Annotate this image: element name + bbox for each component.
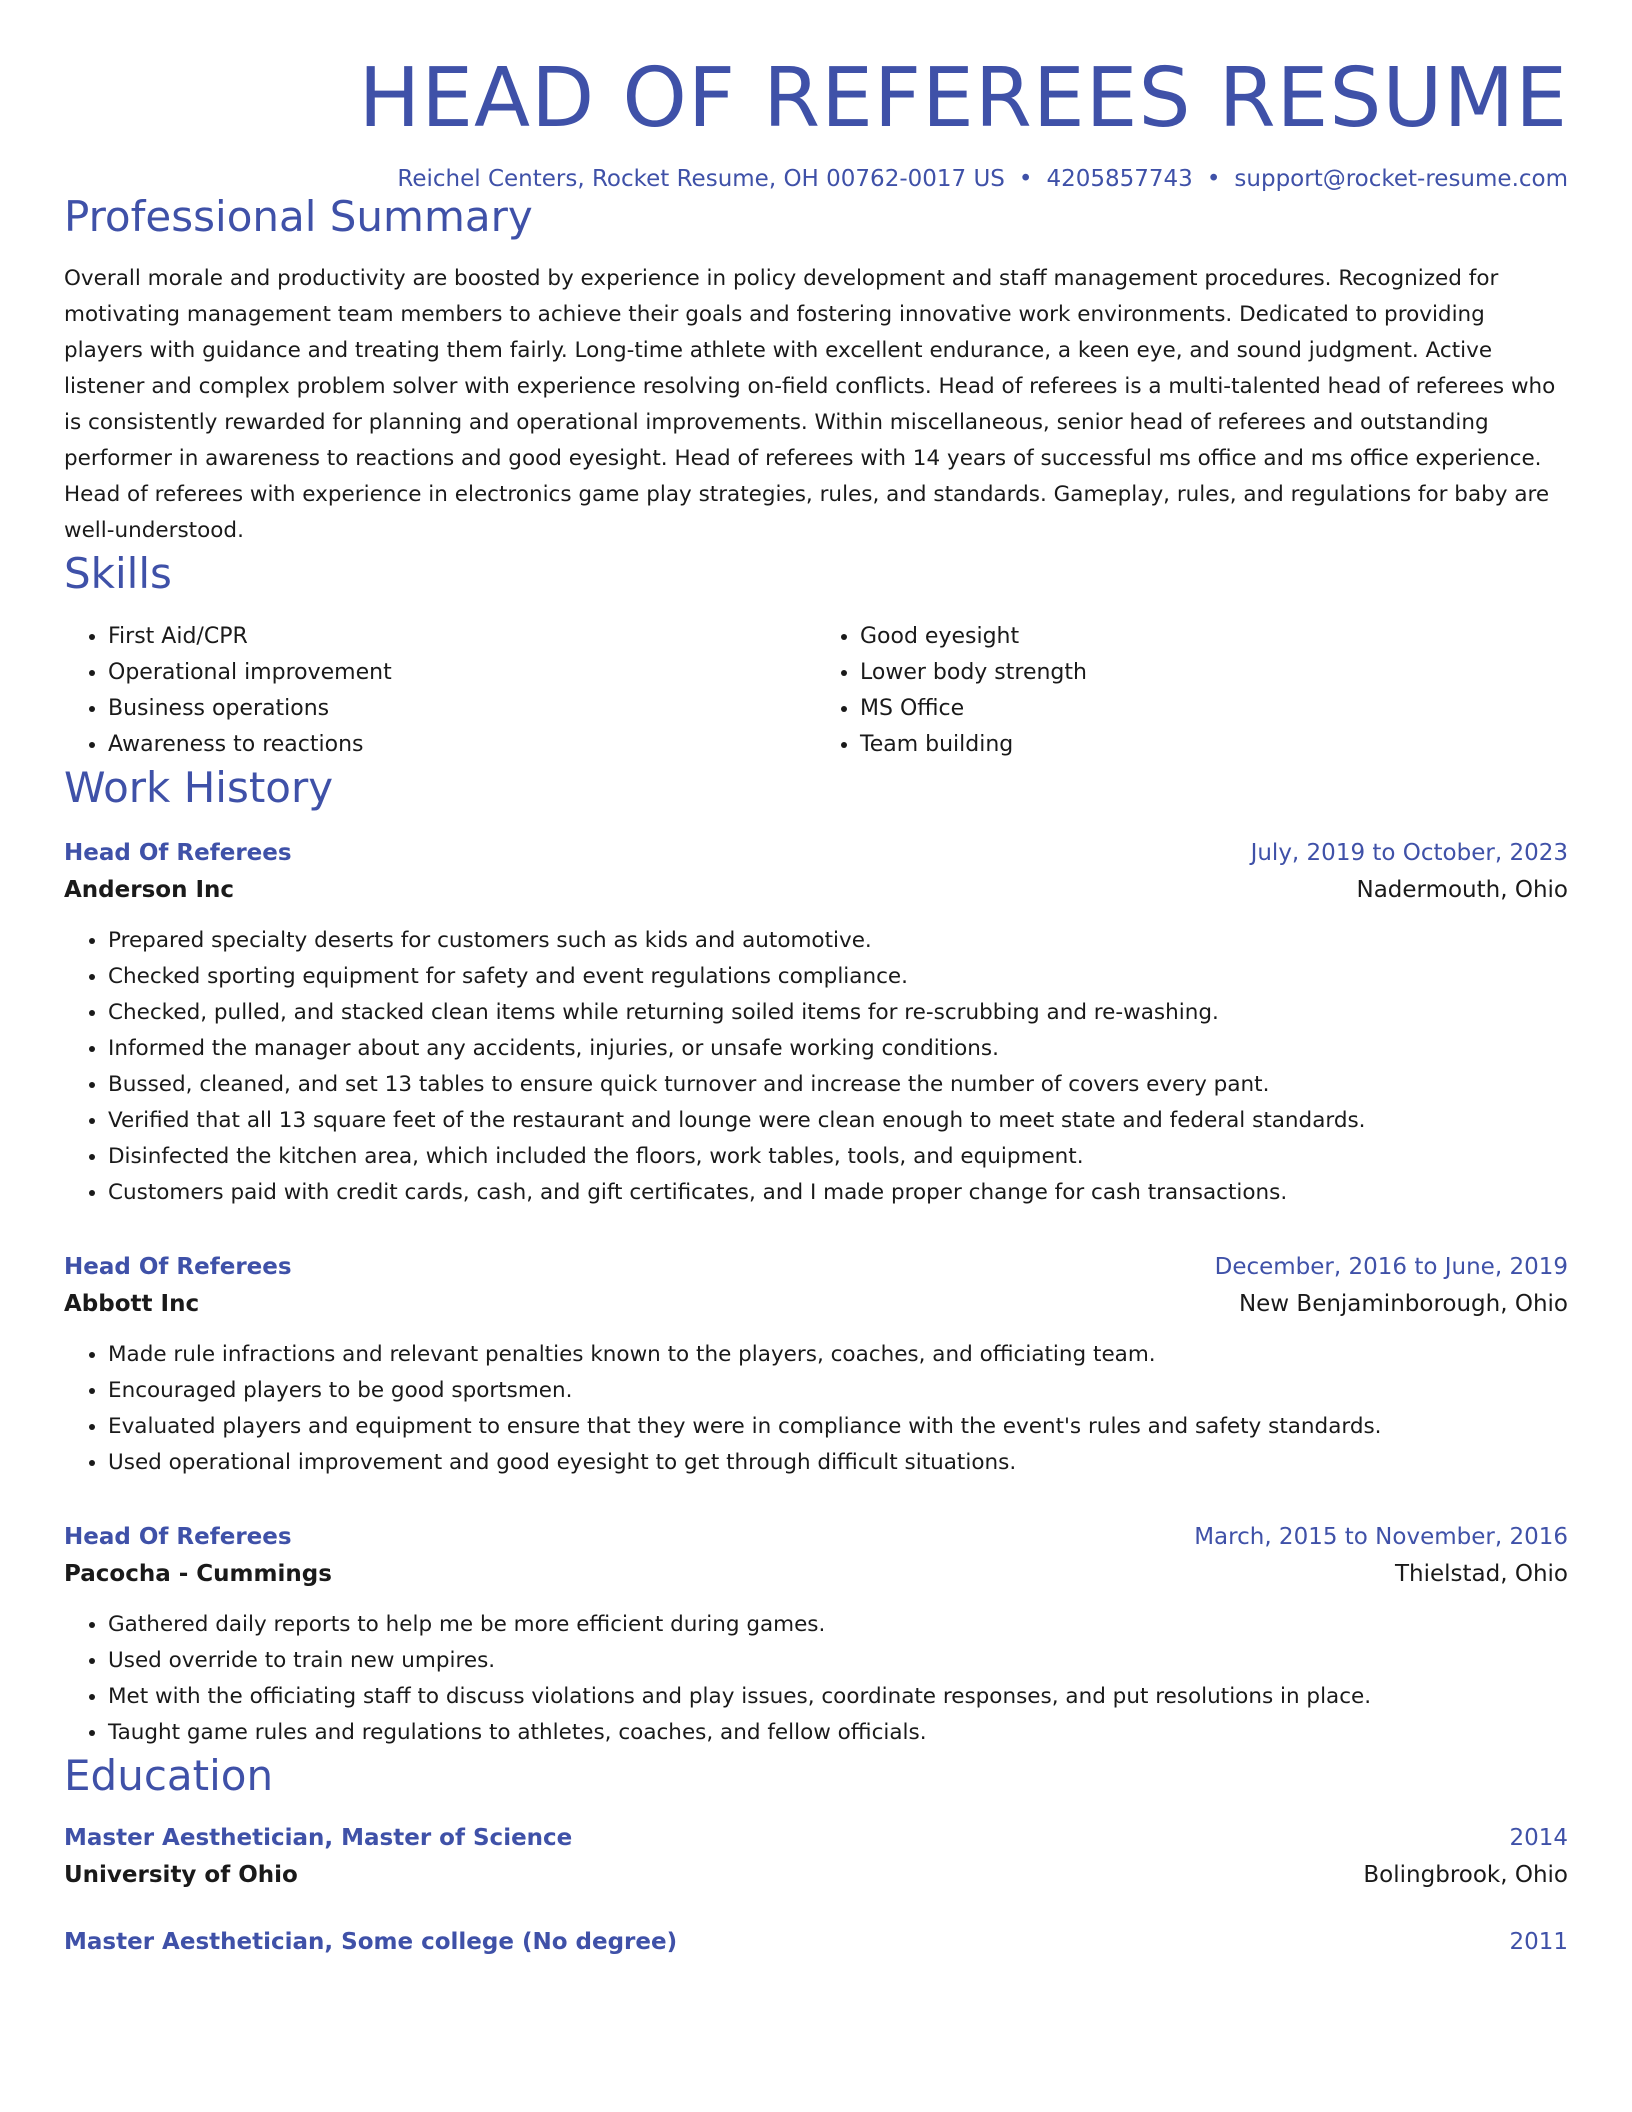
job-role: Head Of Referees bbox=[64, 1254, 292, 1281]
education-year: 2014 bbox=[1509, 1824, 1568, 1851]
job-bullet: • Customers paid with credit cards, cash, and gift certificates, and I made proper change for cash transactions. bbox=[108, 1175, 1568, 1211]
job-dates: December, 2016 to June, 2019 bbox=[1214, 1254, 1568, 1281]
job-bullets bbox=[64, 923, 1568, 1211]
skill-item: • MS Office bbox=[860, 691, 1568, 727]
job-bullet: • Evaluated players and equipment to ensure that they were in compliance with the event's rules and safety standards. bbox=[108, 1409, 1568, 1445]
job-bullets bbox=[64, 1337, 1568, 1481]
job-bullet: • Checked sporting equipment for safety and event regulations compliance. bbox=[108, 959, 1568, 995]
skills-list bbox=[64, 619, 1568, 763]
resume-title: HEAD OF REFEREES RESUME bbox=[358, 51, 1568, 146]
contact-phone: 4205857743 bbox=[1046, 166, 1193, 193]
job-dates: July, 2019 to October, 2023 bbox=[1250, 840, 1568, 867]
job-location: Thielstad, Ohio bbox=[1394, 1561, 1568, 1588]
contact-line bbox=[64, 166, 1568, 192]
education-heading: Education bbox=[64, 1751, 274, 1801]
job-bullet: • Checked, pulled, and stacked clean items while returning soiled items for re-scrubbing and re-washing. bbox=[108, 995, 1568, 1031]
education-degree: Master Aesthetician, Master of Science bbox=[64, 1824, 573, 1851]
skill-item: • Team building bbox=[860, 727, 1568, 763]
job-bullet: • Bussed, cleaned, and set 13 tables to ensure quick turnover and increase the number of covers every pant. bbox=[108, 1067, 1568, 1103]
job-bullet: • Made rule infractions and relevant penalties known to the players, coaches, and officiating team. bbox=[108, 1337, 1568, 1373]
job-role: Head Of Referees bbox=[64, 840, 292, 867]
skills-heading: Skills bbox=[64, 548, 172, 598]
work-history-heading: Work History bbox=[64, 763, 334, 813]
job-entry bbox=[64, 1519, 1568, 1751]
skills-column-right bbox=[816, 619, 1568, 763]
education-school: University of Ohio bbox=[64, 1861, 298, 1888]
contact-email[interactable]: support@rocket-resume.com bbox=[1234, 166, 1568, 193]
skills-column-left bbox=[64, 619, 816, 763]
job-dates: March, 2015 to November, 2016 bbox=[1194, 1524, 1568, 1551]
education-entry bbox=[64, 1924, 1568, 1960]
job-entry bbox=[64, 1249, 1568, 1481]
skill-item: • First Aid/CPR bbox=[108, 619, 816, 655]
job-bullet: • Taught game rules and regulations to athletes, coaches, and fellow officials. bbox=[108, 1715, 1568, 1751]
job-bullets bbox=[64, 1607, 1568, 1751]
education-degree: Master Aesthetician, Some college (No degree) bbox=[64, 1928, 678, 1955]
contact-separator: • bbox=[1018, 166, 1033, 193]
skill-item: • Awareness to reactions bbox=[108, 727, 816, 763]
job-location: New Benjaminborough, Ohio bbox=[1238, 1291, 1568, 1318]
job-company: Abbott Inc bbox=[64, 1291, 200, 1318]
skill-item: • Lower body strength bbox=[860, 655, 1568, 691]
skill-item: • Good eyesight bbox=[860, 619, 1568, 655]
contact-address: Reichel Centers, Rocket Resume, OH 00762-0017 US bbox=[397, 166, 1005, 193]
education-location: Bolingbrook, Ohio bbox=[1363, 1861, 1568, 1888]
job-bullet: • Gathered daily reports to help me be more efficient during games. bbox=[108, 1607, 1568, 1643]
job-bullet: • Prepared specialty deserts for customers such as kids and automotive. bbox=[108, 923, 1568, 959]
skill-item: • Business operations bbox=[108, 691, 816, 727]
job-bullet: • Informed the manager about any accidents, injuries, or unsafe working conditions. bbox=[108, 1031, 1568, 1067]
job-bullet: • Used override to train new umpires. bbox=[108, 1643, 1568, 1679]
job-company: Anderson Inc bbox=[64, 877, 235, 904]
job-bullet: • Encouraged players to be good sportsmen. bbox=[108, 1373, 1568, 1409]
summary-text: Overall morale and productivity are boosted by experience in policy development and staff management procedures. Recognized for motivating management team members to achieve their goals and fostering innovative work environments. Dedicated to providing players with guidance and treating them fairly. Long-time athlete with excellent endurance, a keen eye, and sound judgment. Active listener and complex problem solver with experience resolving on-field conflicts. Head of referees is a multi-talented head of referees who is consistently rewarded for planning and operational improvements. Within miscellaneous, senior head of referees and outstanding performer in awareness to reactions and good eyesight. Head of referees with 14 years of successful ms office and ms office experience. Head of referees with experience in electronics game play strategies, rules, and standards. Gameplay, rules, and regulations for baby are well-understood. bbox=[64, 265, 1556, 543]
education-entry bbox=[64, 1820, 1568, 1894]
job-bullet: • Met with the officiating staff to discuss violations and play issues, coordinate responses, and put resolutions in place. bbox=[108, 1679, 1568, 1715]
job-bullet: • Disinfected the kitchen area, which included the floors, work tables, tools, and equipment. bbox=[108, 1139, 1568, 1175]
job-location: Nadermouth, Ohio bbox=[1356, 877, 1568, 904]
contact-separator: • bbox=[1206, 166, 1221, 193]
education-year: 2011 bbox=[1509, 1928, 1568, 1955]
job-bullet: • Used operational improvement and good eyesight to get through difficult situations. bbox=[108, 1445, 1568, 1481]
job-entry bbox=[64, 835, 1568, 1211]
job-bullet: • Verified that all 13 square feet of the restaurant and lounge were clean enough to meet state and federal standards. bbox=[108, 1103, 1568, 1139]
skill-item: • Operational improvement bbox=[108, 655, 816, 691]
job-company: Pacocha - Cummings bbox=[64, 1561, 332, 1588]
job-role: Head Of Referees bbox=[64, 1524, 292, 1551]
summary-heading: Professional Summary bbox=[64, 192, 533, 242]
